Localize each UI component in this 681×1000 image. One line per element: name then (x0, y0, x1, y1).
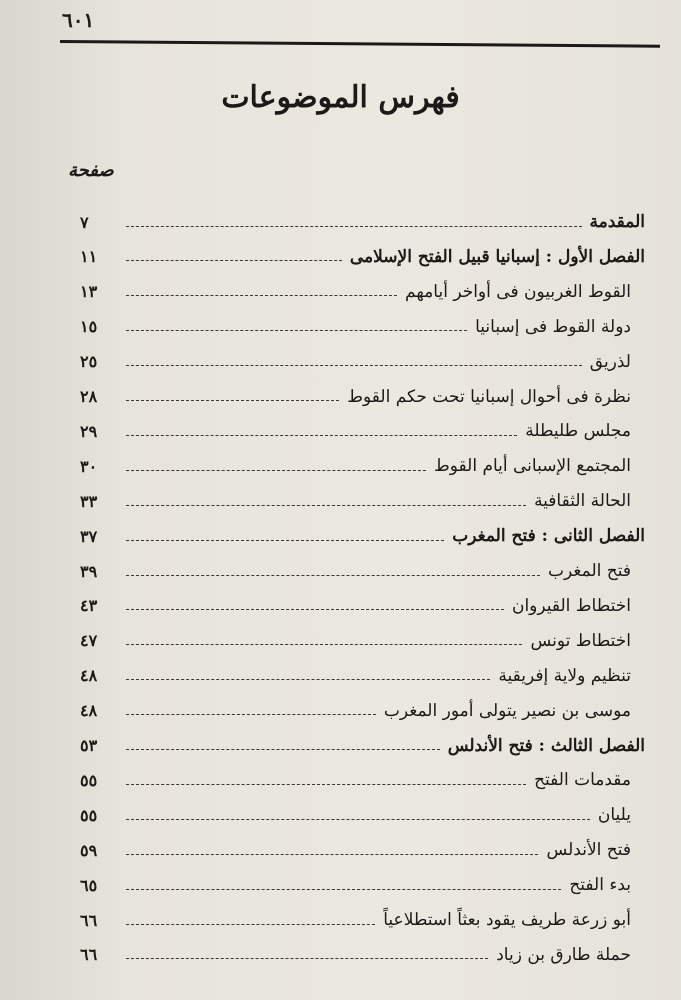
toc-entry-page: ٣٣ (80, 491, 98, 511)
toc-entry-label: المجتمع الإسبانى أيام القوط (434, 456, 631, 477)
dot-leader (126, 889, 561, 890)
toc-entry-label: لذريق (589, 351, 631, 372)
dot-leader (126, 365, 582, 366)
toc-entry (80, 485, 645, 517)
dot-leader (126, 679, 490, 680)
toc-entry-page: ٢٥ (80, 352, 98, 372)
toc-entry-page: ٥٩ (80, 840, 98, 860)
dot-leader (126, 644, 522, 645)
toc-entry-label: المقدمة (589, 212, 645, 232)
toc-entry-page: ٢٩ (80, 421, 98, 441)
toc-entry (80, 799, 645, 831)
toc-entry-label: نظرة فى أحوال إسبانيا تحت حكم القوط (347, 386, 631, 407)
toc-entry-page: ٢٨ (80, 387, 98, 406)
toc-entry-page: ٤٣ (80, 596, 98, 616)
toc-entry-page: ٦٦ (80, 910, 98, 930)
toc-entry-page: ٥٥ (80, 770, 98, 790)
toc-entry (80, 346, 645, 378)
page-title: فهرس الموضوعات (221, 80, 460, 115)
toc-entry (80, 381, 645, 413)
toc-entry-label: الفصل الثالث : فتح الأندلس (447, 735, 645, 756)
page-column-label: صفحة (68, 160, 114, 181)
dot-leader (126, 260, 342, 261)
toc-entry-page: ٤٨ (80, 701, 98, 721)
dot-leader (126, 575, 540, 576)
toc-entry-page: ٦٦ (80, 945, 98, 965)
toc-entry-page: ١١ (80, 247, 98, 267)
toc-entry-label: القوط الغربيون فى أواخر أيامهم (405, 281, 631, 302)
toc-entry-page: ٣٩ (80, 561, 98, 581)
toc-entry (80, 730, 645, 762)
dot-leader (126, 226, 582, 227)
toc-entry (80, 241, 645, 273)
dot-leader (126, 505, 526, 506)
toc-entry-label: تنظيم ولاية إفريقية (498, 665, 631, 686)
dot-leader (126, 609, 504, 610)
toc-entry (80, 904, 645, 936)
dot-leader (126, 924, 375, 925)
toc-entry-page: ٧ (80, 212, 89, 232)
dot-leader (126, 400, 339, 401)
toc-entry (80, 276, 645, 308)
toc-entry-label: حملة طارق بن زياد (496, 944, 631, 965)
dot-leader (126, 854, 538, 855)
dot-leader (126, 749, 440, 750)
toc-entry (80, 206, 645, 238)
toc-entry-page: ٣٠ (80, 456, 98, 476)
toc-entry-page: ٤٨ (80, 666, 98, 686)
toc-entry (80, 520, 645, 552)
toc-entry-label: الحالة الثقافية (534, 491, 631, 512)
toc-entry (80, 834, 645, 866)
page-number: ٦٠١ (62, 8, 95, 32)
toc-entry (80, 590, 645, 622)
dot-leader (126, 784, 526, 785)
toc-entry-label: أبو زرعة طريف يقود بعثاً استطلاعياً (383, 910, 631, 930)
dot-leader (126, 295, 397, 296)
toc-entry-label: فتح المغرب (548, 561, 631, 581)
toc-entry-page: ١٣ (80, 282, 98, 302)
toc-entry (80, 695, 645, 727)
dot-leader (126, 819, 590, 820)
toc-entry-page: ١٥ (80, 317, 98, 337)
toc-entry-label: بدء الفتح (569, 875, 631, 896)
toc-entry-page: ٥٥ (80, 805, 98, 825)
dot-leader (126, 330, 467, 331)
dot-leader (126, 958, 488, 959)
toc-entry-label: مقدمات الفتح (534, 770, 631, 791)
dot-leader (126, 470, 426, 471)
toc-entry-label: الفصل الأول : إسبانيا قبيل الفتح الإسلامى (349, 246, 645, 267)
toc-entry-label: اختطاط القيروان (511, 595, 631, 616)
toc-entry-label: فتح الأندلس (546, 840, 631, 861)
toc-entry-page: ٤٧ (80, 631, 98, 651)
dot-leader (126, 540, 444, 541)
toc-entry (80, 939, 645, 971)
toc-entry (80, 625, 645, 657)
toc-entry-label: مجلس طليطلة (525, 421, 631, 442)
toc-entry-label: موسى بن نصير يتولى أمور المغرب (383, 700, 631, 721)
dot-leader (126, 714, 376, 715)
toc-entry (80, 764, 645, 796)
toc-entry (80, 450, 645, 482)
toc-entry-page: ٥٣ (80, 736, 98, 755)
toc-entry-label: دولة القوط فى إسبانيا (475, 316, 631, 337)
toc-entry (80, 660, 645, 692)
toc-entry-label: اختطاط تونس (530, 630, 631, 651)
dot-leader (126, 435, 517, 436)
toc-entry-label: الفصل الثانى : فتح المغرب (452, 526, 645, 547)
toc-entry-page: ٦٥ (80, 875, 98, 895)
toc-entry-page: ٣٧ (80, 526, 98, 546)
toc-entry (80, 311, 645, 343)
toc-entry (80, 415, 645, 447)
toc-entry (80, 869, 645, 901)
toc-entry-label: يليان (597, 805, 631, 826)
toc-entry (80, 555, 645, 587)
